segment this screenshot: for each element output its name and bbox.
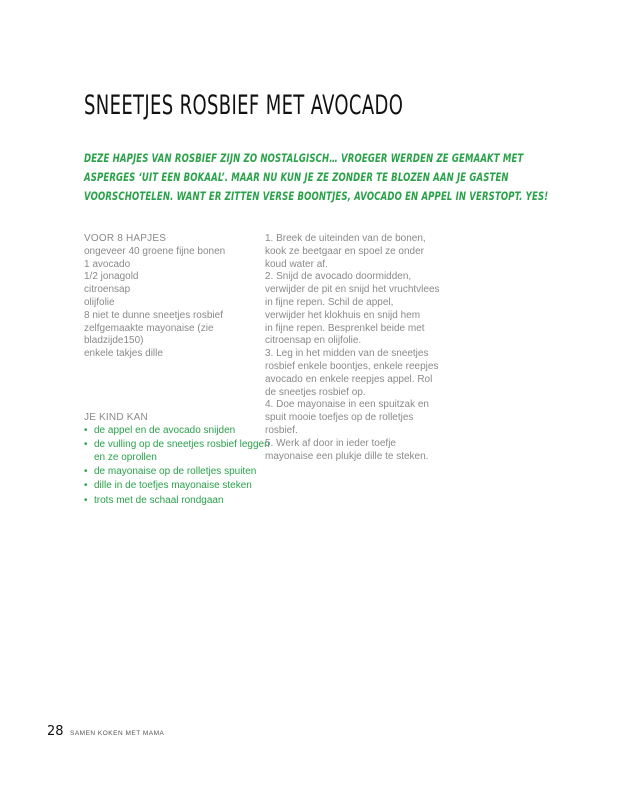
bullet-icon: • [84, 466, 88, 478]
step-line: 3. Leg in het midden van de sneetjes [265, 348, 429, 360]
page-number: 28 [47, 724, 64, 739]
step-line: 2. Snijd de avocado doormidden, [265, 271, 412, 283]
kid-task-text: trots met de schaal rondgaan [94, 494, 224, 506]
ingredient-line: bladzijde150) [84, 335, 144, 347]
step-line: in fijne repen. Besprenkel beide met [265, 322, 425, 334]
ingredient-line: citroensap [84, 284, 131, 296]
step-line: 4. Doe mayonaise in een spuitzak en [265, 399, 429, 411]
step-line: in fijne repen. Schil de appel, [265, 296, 394, 308]
step-line: verwijder de pit en snijd het vruchtvlees [265, 284, 440, 296]
ingredient-line: ongeveer 40 groene fijne bonen [84, 245, 226, 257]
recipe-title: SNEETJES ROSBIEF MET AVOCADO [84, 90, 404, 121]
kid-tasks-heading: JE KIND KAN [84, 412, 148, 423]
preparation-steps [265, 233, 443, 463]
bullet-icon: • [84, 494, 88, 506]
ingredients-column [84, 233, 254, 361]
kid-tasks-list [84, 425, 274, 508]
ingredient-line: 1/2 jonagold [84, 271, 139, 283]
step-line: 5. Werk af door in ieder toefje [265, 437, 396, 449]
kid-task-text: dille in de toefjes mayonaise steken [94, 480, 252, 492]
kid-task-text: de mayonaise op de rolletjes spuiten [94, 466, 257, 478]
step-line: rosbief. [265, 424, 298, 436]
kid-task-item [84, 495, 274, 508]
ingredient-line: enkele takjes dille [84, 348, 163, 360]
bullet-icon: • [84, 439, 88, 451]
ingredient-line: 1 avocado [84, 258, 131, 270]
page-footer [47, 722, 164, 740]
step-line: mayonaise een plukje dille te steken. [265, 450, 429, 462]
intro-line: ASPERGES ‘UIT EEN BOKAAL’. MAAR NU KUN JE ZE ZONDER TE BLOZEN AAN JE GASTEN [84, 170, 509, 184]
kid-task-text: de appel en de avocado snijden [94, 424, 236, 436]
kid-task-item [84, 425, 274, 438]
kid-task-item [84, 439, 274, 465]
step-line: citroensap en olijfolie. [265, 335, 362, 347]
recipe-intro [84, 149, 549, 206]
ingredient-line: olijfolie [84, 296, 115, 308]
step-line: kook ze beetgaar en spoel ze onder [265, 245, 424, 257]
intro-line: VOORSCHOTELEN. WANT ER ZITTEN VERSE BOONTJES, AVOCADO EN APPEL IN VERSTOPT. YES! [84, 189, 549, 203]
kid-tasks [84, 412, 274, 509]
step-line: 1. Breek de uiteinden van de bonen, [265, 233, 426, 244]
step-line: verwijder het klokhuis en snijd hem [265, 309, 421, 321]
running-book-title: SAMEN KOKEN MET MAMA [70, 730, 165, 737]
ingredient-line: 8 niet te dunne sneetjes rosbief [84, 309, 223, 321]
step-line: rosbief enkele boontjes, enkele reepjes [265, 360, 439, 372]
kid-task-text: de vulling op de sneetjes rosbief leggen en ze oprollen [94, 439, 270, 463]
step-line: spuit mooie toefjes op de rolletjes [265, 412, 414, 424]
ingredient-line: zelfgemaakte mayonaise (zie [84, 322, 214, 334]
intro-line: DEZE HAPJES VAN ROSBIEF ZIJN ZO NOSTALGISCH… VROEGER WERDEN ZE GEMAAKT MET [84, 151, 524, 165]
bullet-icon: • [84, 424, 88, 436]
step-line: avocado en enkele reepjes appel. Rol [265, 373, 433, 385]
kid-task-item [84, 466, 274, 479]
kid-task-item [84, 480, 274, 493]
ingredients-heading: VOOR 8 HAPJES [84, 233, 167, 244]
step-line: de sneetjes rosbief op. [265, 386, 366, 398]
bullet-icon: • [84, 480, 88, 492]
step-line: koud water af. [265, 258, 328, 270]
